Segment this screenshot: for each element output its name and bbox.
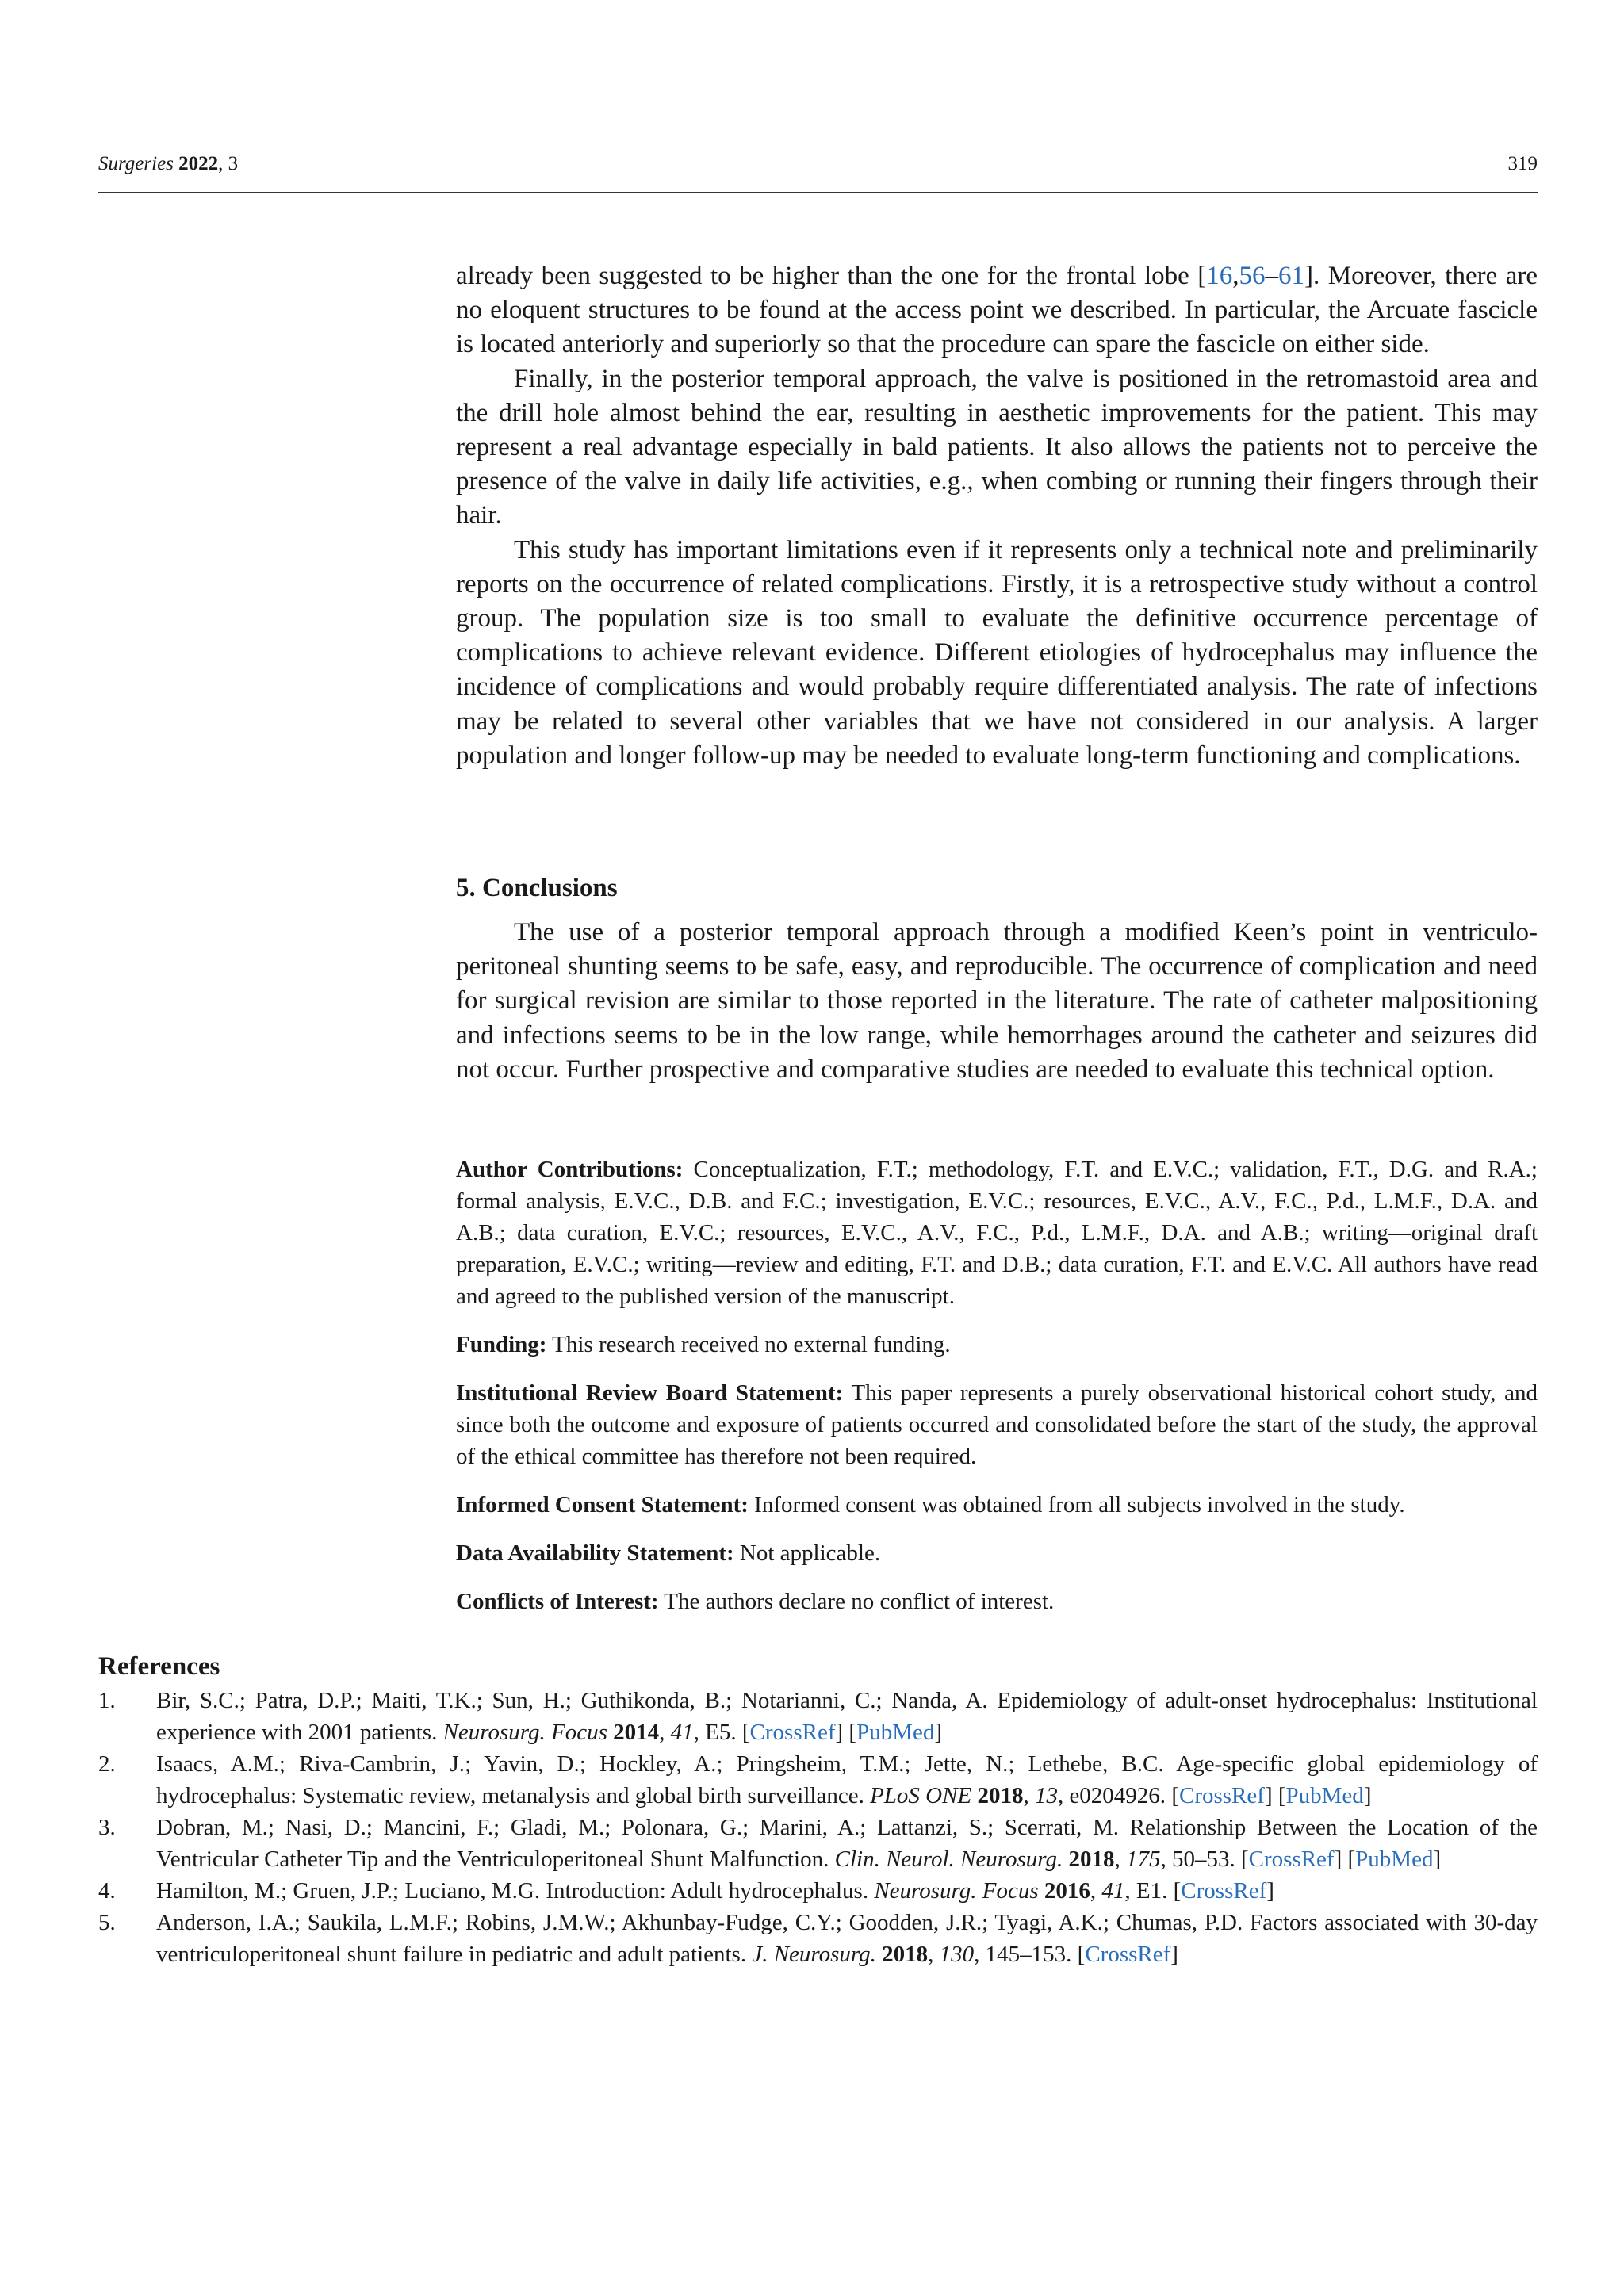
conclusions-paragraph: The use of a posterior temporal approach through a modified Keen’s point in ventriculo-peritoneal shunting seems to be safe, easy, and reproducible. The occurrence of complication and need for surgical revision are similar to those reported in the literature. The rate of catheter malpositioning and infections seems to be in the low range, while hemorrhages around the catheter and seizures did not occur. Further prospective and comparative studies are needed to evaluate this technical option. [456,918,1538,1084]
reference-item: 5. Anderson, I.A.; Saukila, L.M.F.; Robins, J.M.W.; Akhunbay-Fudge, C.Y.; Goodden, J.R.; Tyagi, A.K.; Chumas, P.D. Factors associated with 30-day ventriculoperitoneal shunt failure in pediatric and adult patients. J. Neurosurg. 2018, 130, 145–153. [CrossRef] [98,1910,1538,1967]
header-rule [98,192,1538,193]
citation-link-16[interactable]: 16 [1206,262,1233,290]
conclusions-heading: 5. Conclusions [456,874,618,902]
paragraph-2: Finally, in the posterior temporal approach, the valve is positioned in the retromastoid area and the drill hole almost behind the ear, resulting in aesthetic improvements for the patient. This may represent a real advantage especially in bald patients. It also allows the patients not to perceive the presence of the valve in daily life activities, e.g., when combing or running their fingers through their hair. [456,364,1538,530]
journal-year: 2022 [178,153,219,174]
journal-volume: , 3 [218,153,239,174]
reference-item: 2. Isaacs, A.M.; Riva-Cambrin, J.; Yavin, D.; Hockley, A.; Pringsheim, T.M.; Jette, N.; Lethebe, B.C. Age-specific global epidemiology of hydrocephalus: Systematic review, metanalysis and global birth surveillance. PLoS ONE 2018, 13, e0204926. [CrossRef] [PubMed] [98,1751,1538,1808]
back-matter [456,1154,1538,1634]
informed-consent-statement: Informed Consent Statement: Informed consent was obtained from all subjects involved in the study. [456,1492,1405,1517]
crossref-link[interactable]: CrossRef [1178,1783,1265,1808]
author-contributions: Author Contributions: Conceptualization, F.T.; methodology, F.T. and E.V.C.; validation, F.T., D.G. and R.A.; formal analysis, E.V.C., D.B. and F.C.; investigation, E.V.C.; resources, E.V.C., A.V., F.C., P.d., L.M.F., D.A. and A.B.; data curation, E.V.C.; resources, E.V.C., A.V., F.C., P.d., L.M.F., D.A. and A.B.; writing—original draft preparation, E.V.C.; writing—review and editing, F.T. and D.B.; data curation, F.T. and E.V.C. All authors have read and agreed to the published version of the manuscript. [456,1157,1538,1309]
reference-item: 3. Dobran, M.; Nasi, D.; Mancini, F.; Gladi, M.; Polonara, G.; Marini, A.; Lattanzi, S.; Scerrati, M. Relationship Between the Location of the Ventricular Catheter Tip and the Ventriculoperitoneal Shunt Malfunction. Clin. Neurol. Neurosurg. 2018, 175, 50–53. [CrossRef] [PubMed] [98,1815,1538,1872]
discussion-text [456,259,1538,773]
crossref-link[interactable]: CrossRef [1085,1942,1171,1967]
running-header [98,151,1538,178]
paragraph-1: already been suggested to be higher than the one for the frontal lobe [16,56–61]. Moreover, there are no eloquent structures to be found at the access point we described. In particular, the Arcuate fascicle is located anteriorly and superiorly so that the procedure can spare the fascicle on either side. [456,262,1538,359]
funding-statement: Funding: This research received no external funding. [456,1332,951,1357]
page-number: 319 [1507,153,1538,174]
citation-link-56[interactable]: 56 [1239,262,1266,290]
pubmed-link[interactable]: PubMed [1355,1846,1434,1872]
reference-item: 4. Hamilton, M.; Gruen, J.P.; Luciano, M.G. Introduction: Adult hydrocephalus. Neurosurg. Focus 2016, 41, E1. [CrossRef] [98,1878,1274,1904]
reference-item: 1. Bir, S.C.; Patra, D.P.; Maiti, T.K.; Sun, H.; Guthikonda, B.; Notarianni, C.; Nanda, A. Epidemiology of adult-onset hydrocephalus: Institutional experience with 2001 patients. Neurosurg. Focus 2014, 41, E5. [CrossRef] [PubMed] [98,1688,1538,1745]
references-heading: References [98,1652,220,1681]
pubmed-link[interactable]: PubMed [856,1720,935,1745]
journal-name: Surgeries [98,153,174,174]
crossref-link[interactable]: CrossRef [749,1720,836,1745]
crossref-link[interactable]: CrossRef [1181,1878,1267,1904]
pubmed-link[interactable]: PubMed [1285,1783,1364,1808]
paragraph-3: This study has important limitations even if it represents only a technical note and preliminarily reports on the occurrence of related complications. Firstly, it is a retrospective study without a control group. The population size is too small to evaluate the definitive occurrence percentage of complications to achieve relevant evidence. Different etiologies of hydrocephalus may influence the incidence of complications and would probably require differentiated analysis. The rate of infections may be related to several other variables that we have not considered in our analysis. A larger population and longer follow-up may be needed to evaluate long-term functioning and complications. [456,535,1538,770]
crossref-link[interactable]: CrossRef [1248,1846,1335,1872]
citation-link-61[interactable]: 61 [1278,262,1305,290]
references-list [98,1685,1538,1970]
data-availability-statement: Data Availability Statement: Not applicable. [456,1540,881,1566]
irb-statement: Institutional Review Board Statement: This paper represents a purely observational historical cohort study, and since both the outcome and exposure of patients occurred and consolidated before the start of the study, the approval of the ethical committee has therefore not been required. [456,1380,1538,1469]
conflicts-statement: Conflicts of Interest: The authors declare no conflict of interest. [456,1589,1055,1614]
